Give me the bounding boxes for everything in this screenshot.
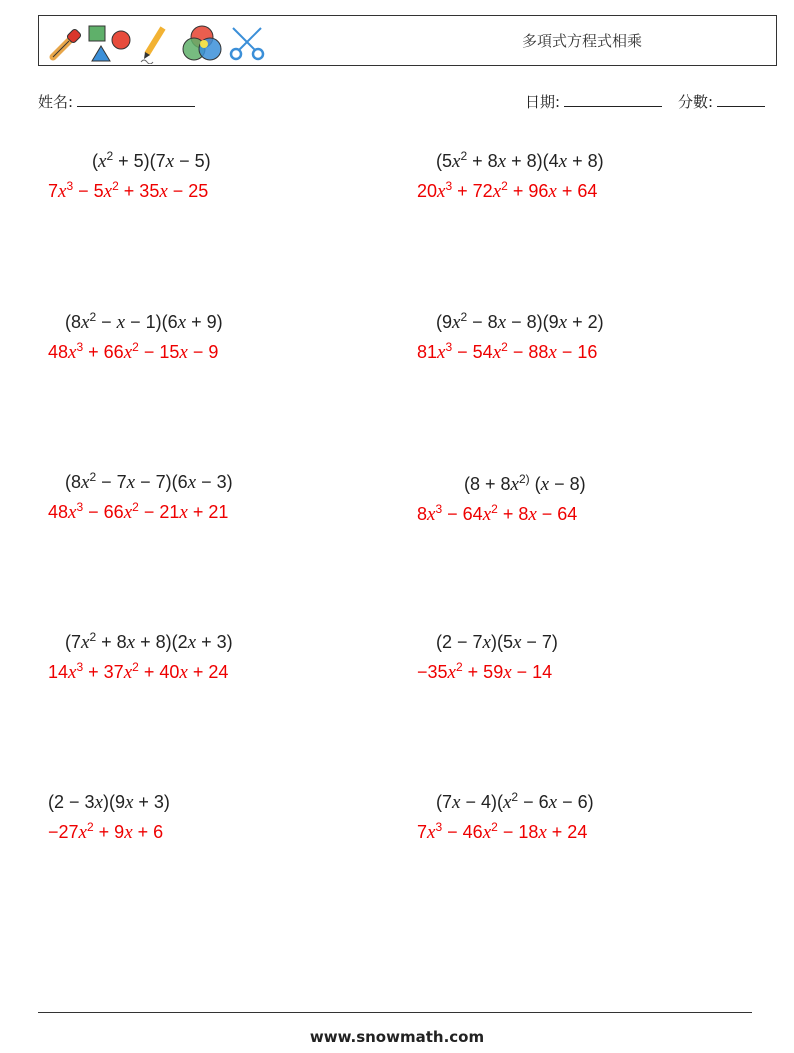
pipette-icon bbox=[47, 24, 85, 62]
problem-4-question: $(9x^2 - 8x - 8)(9x + 2)$ bbox=[436, 310, 604, 333]
worksheet-title: 多項式方程式相乘 bbox=[522, 32, 643, 50]
date-label: 日期: bbox=[525, 93, 561, 111]
name-blank-line[interactable] bbox=[77, 92, 195, 107]
problem-6-question: ($8 + 8x^{2)}$ (x − 8) bbox=[464, 472, 586, 495]
name-label: 姓名: bbox=[38, 93, 74, 111]
problem-4-answer: $81x^3 - 54x^2 - 88x - 16$ bbox=[417, 340, 598, 363]
problem-9-answer: $-27x^2 + 9x + 6$ bbox=[48, 820, 164, 843]
color-circles-icon bbox=[179, 22, 225, 64]
name-field bbox=[38, 92, 195, 112]
problem-6-answer: $8x^3 - 64x^2 + 8x - 64$ bbox=[417, 502, 578, 525]
problem-2-answer: $20x^3 + 72x^2 + 96x + 64$ bbox=[417, 179, 598, 202]
problem-9-question: (2 − 3x)(9x + 3) bbox=[48, 792, 170, 813]
problem-5-question: $(8x^2 - 7x - 7)(6x - 3)$ bbox=[65, 470, 233, 493]
date-blank-line[interactable] bbox=[564, 92, 662, 107]
problem-1-question: $(x^2 + 5)(7x - 5)$ bbox=[92, 149, 211, 172]
shapes-icon bbox=[87, 24, 133, 64]
scissors-icon bbox=[227, 24, 267, 62]
problem-2-question: $(5x^2 + 8x + 8)(4x + 8)$ bbox=[436, 149, 604, 172]
problem-3-question: $(8x^2 - x - 1)(6x + 9)$ bbox=[65, 310, 223, 333]
problem-8-answer: $-35x^2 + 59x - 14$ bbox=[417, 660, 553, 683]
date-field bbox=[525, 92, 662, 112]
footer-divider bbox=[38, 1012, 752, 1013]
score-field bbox=[678, 92, 765, 112]
pencil-icon bbox=[139, 22, 169, 64]
worksheet-header bbox=[38, 15, 777, 66]
problem-10-question: $(7x - 4)(x^2 - 6x - 6)$ bbox=[436, 790, 594, 813]
footer-url[interactable]: www.snowmath.com bbox=[309, 1028, 485, 1046]
problem-3-answer: $48x^3 + 66x^2 - 15x - 9$ bbox=[48, 340, 219, 363]
problem-7-answer: $14x^3 + 37x^2 + 40x + 24$ bbox=[48, 660, 229, 683]
problem-10-answer: $7x^3 - 46x^2 - 18x + 24$ bbox=[417, 820, 588, 843]
problem-7-question: $(7x^2 + 8x + 8)(2x + 3)$ bbox=[65, 630, 233, 653]
problem-1-answer: $7x^3 - 5x^2 + 35x - 25$ bbox=[48, 179, 209, 202]
score-blank-line[interactable] bbox=[717, 92, 765, 107]
problem-8-question: (2 − 7x)(5x − 7) bbox=[436, 632, 558, 653]
problem-5-answer: $48x^3 - 66x^2 - 21x + 21$ bbox=[48, 500, 229, 523]
score-label: 分數: bbox=[678, 93, 714, 111]
